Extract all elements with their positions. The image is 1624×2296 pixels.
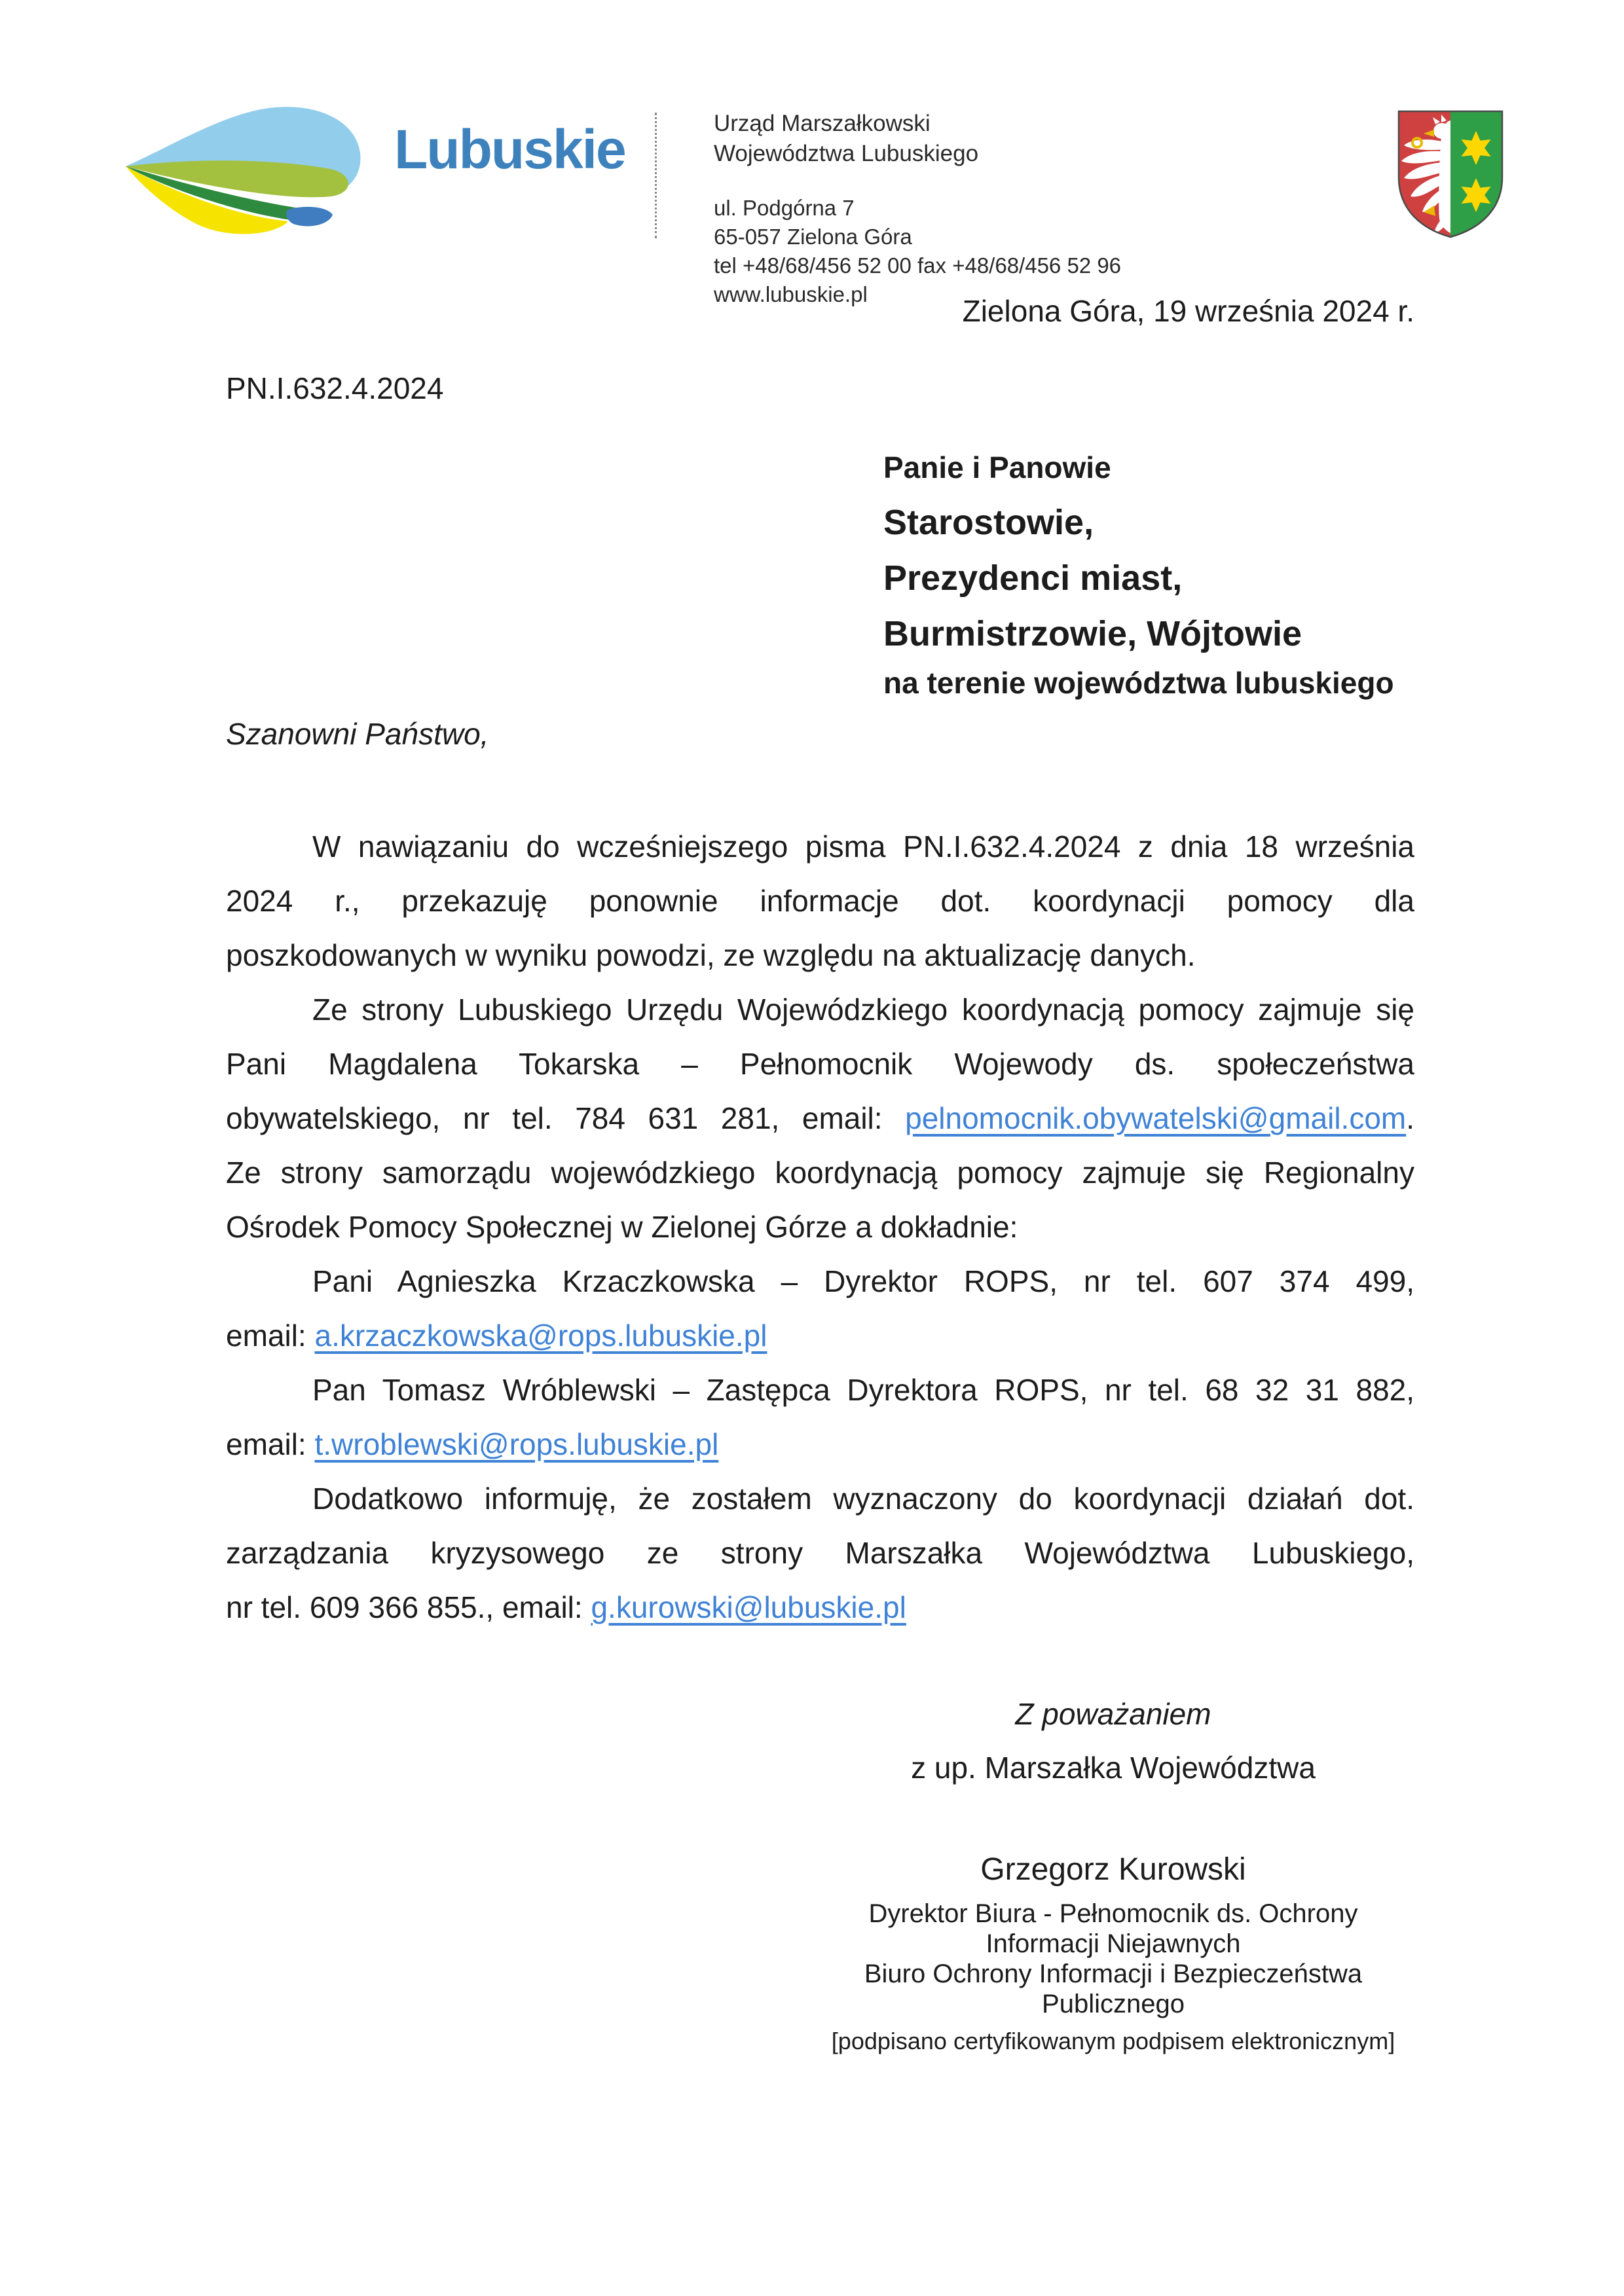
signer-title-line: Biuro Ochrony Informacji i Bezpieczeństwa: [864, 1959, 1363, 1988]
closing-block: [815, 1696, 1411, 2056]
body-text: Pani Magdalena Tokarska – Pełnomocnik Wojewody ds. społeczeństwa: [226, 1047, 1414, 1081]
salutation: Szanowni Państwo,: [226, 717, 489, 751]
office-name-line2: Województwa Lubuskiego: [714, 141, 979, 166]
body-text: 2024 r., przekazuję ponownie informacje dot. koordynacji pomocy dla: [226, 884, 1414, 918]
body-line: [226, 1526, 1414, 1580]
recipient-line: Prezydenci miast,: [883, 558, 1183, 598]
recipient-intro: Panie i Panowie: [883, 450, 1111, 484]
signer-title: [815, 1899, 1411, 2019]
body-text: Pan Tomasz Wróblewski – Zastępca Dyrektora ROPS, nr tel. 68 32 31 882,: [312, 1373, 1414, 1407]
body-text: email:: [226, 1427, 315, 1461]
signer-title-line: Informacji Niejawnych: [986, 1929, 1241, 1958]
reference-number: PN.I.632.4.2024: [226, 371, 444, 405]
recipient-line: Burmistrzowie, Wójtowie: [883, 614, 1302, 653]
body-line: [226, 1146, 1414, 1200]
lubuskie-wordmark: Lubuskie: [394, 118, 625, 180]
signer-name: Grzegorz Kurowski: [980, 1852, 1246, 1887]
body-text: Ze strony samorządu wojewódzkiego koordynacją pomocy zajmuje się Regionalny: [226, 1156, 1414, 1190]
recipient-line: Starostowie,: [883, 503, 1094, 542]
body-line: [226, 1091, 1414, 1146]
email-link[interactable]: a.krzaczkowska@rops.lubuskie.pl: [314, 1319, 767, 1353]
email-link[interactable]: pelnomocnik.obywatelski@gmail.com: [905, 1101, 1407, 1135]
office-phone-fax: tel +48/68/456 52 00 fax +48/68/456 52 96: [714, 253, 1122, 278]
valediction: Z poważaniem: [1015, 1697, 1211, 1731]
body-text: Dodatkowo informuję, że zostałem wyznaczony do koordynacji działań dot.: [312, 1482, 1414, 1516]
body-text: nr tel. 609 366 855., email:: [226, 1590, 591, 1624]
body-text: obywatelskiego, nr tel. 784 631 281, email:: [226, 1101, 906, 1135]
body-line: [226, 1200, 1414, 1254]
body-line: [226, 1580, 1414, 1635]
body-line: [226, 983, 1414, 1037]
body-line: [226, 874, 1414, 928]
authorization-line: z up. Marszałka Województwa: [911, 1751, 1316, 1785]
body-line: [226, 1363, 1414, 1417]
office-street: ul. Podgórna 7: [714, 196, 855, 220]
body-line: [226, 1417, 1414, 1472]
recipient-block: [883, 449, 1394, 701]
body-line: [226, 1037, 1414, 1091]
body-text: poszkodowanych w wyniku powodzi, ze względu na aktualizację danych.: [226, 938, 1196, 972]
header-divider: [655, 113, 657, 238]
lubuskie-logo-icon: [123, 103, 367, 241]
office-city: 65-057 Zielona Góra: [714, 225, 912, 249]
body-text: email:: [226, 1319, 315, 1353]
body-line: [226, 1309, 1414, 1363]
body-text: Ośrodek Pomocy Społecznej w Zielonej Górze a dokładnie:: [226, 1210, 1018, 1244]
recipient-scope: na terenie województwa lubuskiego: [883, 666, 1394, 700]
lubuskie-coat-of-arms-icon: [1392, 109, 1509, 240]
body-text: Ze strony Lubuskiego Urzędu Wojewódzkiego koordynacją pomocy zajmuje się: [312, 993, 1414, 1027]
body-line: [226, 820, 1414, 874]
body-text: Pani Agnieszka Krzaczkowska – Dyrektor ROPS, nr tel. 607 374 499,: [312, 1264, 1414, 1298]
signature-note: [podpisano certyfikowanym podpisem elektronicznym]: [831, 2028, 1395, 2054]
office-website: www.lubuskie.pl: [714, 282, 868, 306]
office-name-line1: Urząd Marszałkowski: [714, 111, 931, 136]
body-text: W nawiązaniu do wcześniejszego pisma PN.I.632.4.2024 z dnia 18 września: [312, 829, 1414, 864]
signer-title-line: Publicznego: [1042, 1990, 1185, 2018]
email-link[interactable]: g.kurowski@lubuskie.pl: [591, 1590, 906, 1624]
letter-body: [226, 820, 1414, 1635]
body-text: .: [1406, 1101, 1414, 1135]
email-link[interactable]: t.wroblewski@rops.lubuskie.pl: [314, 1427, 719, 1461]
body-line: [226, 1472, 1414, 1526]
body-line: [226, 1254, 1414, 1309]
office-block: [714, 109, 1121, 309]
body-text: zarządzania kryzysowego ze strony Marszałka Województwa Lubuskiego,: [226, 1536, 1414, 1570]
body-line: [226, 928, 1414, 983]
signer-title-line: Dyrektor Biura - Pełnomocnik ds. Ochrony: [868, 1899, 1358, 1928]
dateline: Zielona Góra, 19 września 2024 r.: [962, 294, 1414, 328]
